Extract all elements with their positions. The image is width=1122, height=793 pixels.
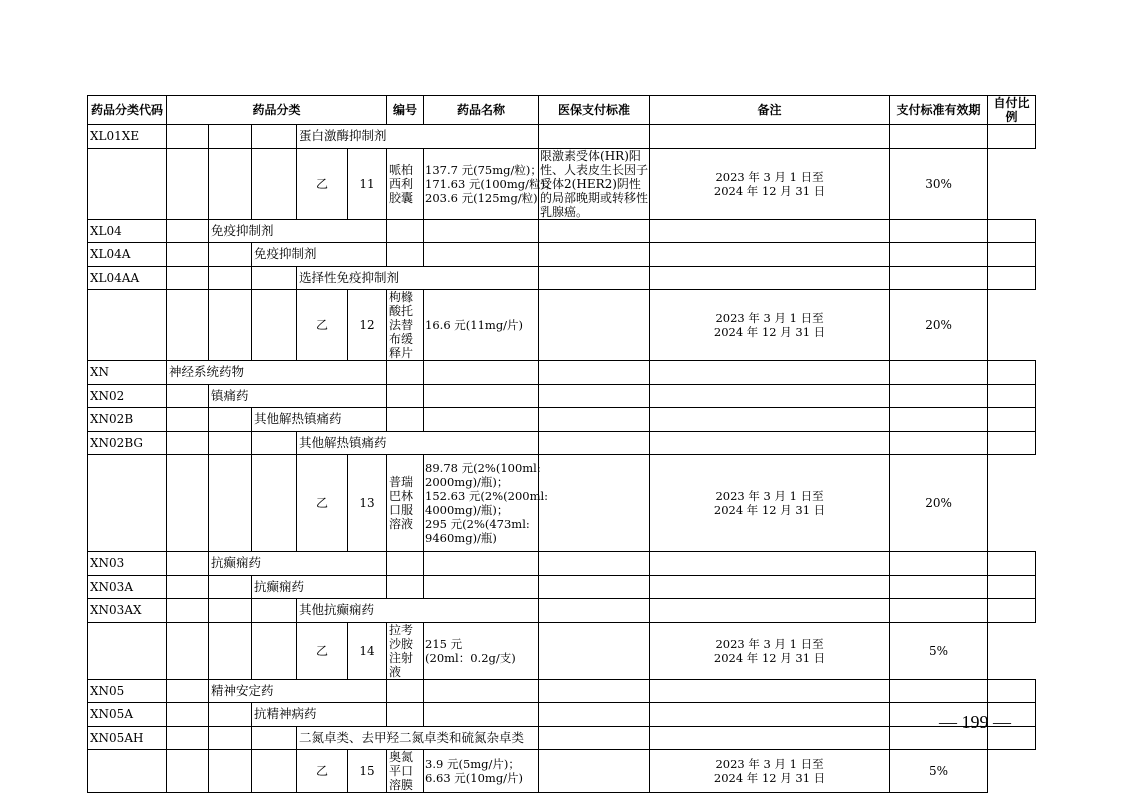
empty-cell (209, 726, 252, 750)
validity-period (650, 455, 890, 552)
category-name: 抗癫痫药 (252, 575, 387, 599)
drug-row (88, 622, 1036, 679)
empty-cell (209, 431, 252, 455)
payment-standard-line: (20ml：0.2g/支) (425, 650, 516, 665)
payment-standard-line: 16.6 元(11mg/片) (425, 318, 524, 332)
drug-name: 普瑞巴林口服溶液 (387, 455, 424, 552)
validity-line: 2024 年 12 月 31 日 (713, 503, 826, 517)
empty-cell (252, 290, 297, 361)
empty-cell (424, 575, 539, 599)
payment-standard-line: 215 元 (425, 636, 463, 651)
category-name: 二氮卓类、去甲羟二氮卓类和硫氮杂卓类 (297, 726, 539, 750)
empty-cell (650, 266, 890, 290)
drug-number: 11 (348, 148, 387, 219)
validity-period (650, 148, 890, 219)
drug-name: 拉考沙胺注射液 (387, 622, 424, 679)
table-header-row (88, 96, 1036, 125)
empty-cell (252, 431, 297, 455)
empty-cell (539, 703, 650, 727)
empty-cell (167, 219, 209, 243)
empty-cell (88, 455, 167, 552)
validity-line: 2023 年 3 月 1 日至 (715, 636, 824, 651)
category-name: 其他解热镇痛药 (252, 408, 387, 432)
category-name: 免疫抑制剂 (209, 219, 387, 243)
empty-cell (988, 384, 1036, 408)
empty-cell (650, 361, 890, 385)
payment-standard-line: 2000mg)/瓶)； (425, 475, 509, 489)
empty-cell (387, 408, 424, 432)
empty-cell (167, 431, 209, 455)
empty-cell (424, 552, 539, 576)
drug-number: 12 (348, 290, 387, 361)
empty-cell (890, 431, 988, 455)
empty-cell (387, 552, 424, 576)
category-name: 免疫抑制剂 (252, 243, 387, 267)
empty-cell (424, 361, 539, 385)
empty-cell (988, 219, 1036, 243)
empty-cell (890, 361, 988, 385)
header-self-pay: 自付比例 (988, 96, 1036, 125)
empty-cell (252, 726, 297, 750)
self-pay-ratio: 5% (890, 750, 988, 793)
empty-cell (424, 243, 539, 267)
category-row (88, 243, 1036, 267)
empty-cell (988, 575, 1036, 599)
empty-cell (167, 243, 209, 267)
empty-cell (209, 455, 252, 552)
validity-line: 2023 年 3 月 1 日至 (715, 169, 824, 184)
header-drug-name: 药品名称 (424, 96, 539, 125)
payment-standard (424, 750, 539, 793)
empty-cell (209, 750, 252, 793)
empty-cell (424, 219, 539, 243)
empty-cell (209, 622, 252, 679)
empty-cell (167, 622, 209, 679)
category-name: 精神安定药 (209, 679, 387, 703)
drug-remarks (539, 750, 650, 793)
empty-cell (167, 266, 209, 290)
empty-cell (539, 575, 650, 599)
page-number: — 199 — (939, 712, 1011, 732)
empty-cell (650, 726, 890, 750)
payment-standard-line: 3.9 元(5mg/片)； (425, 757, 520, 771)
empty-cell (209, 703, 252, 727)
category-name: 神经系统药物 (167, 361, 387, 385)
drug-row (88, 148, 1036, 219)
empty-cell (167, 552, 209, 576)
category-code: XL04 (88, 219, 167, 243)
empty-cell (209, 408, 252, 432)
empty-cell (167, 726, 209, 750)
category-row (88, 599, 1036, 623)
empty-cell (890, 243, 988, 267)
empty-cell (387, 384, 424, 408)
validity-line: 2024 年 12 月 31 日 (713, 183, 826, 198)
empty-cell (167, 148, 209, 219)
validity-line: 2023 年 3 月 1 日至 (715, 311, 824, 325)
empty-cell (387, 361, 424, 385)
empty-cell (167, 575, 209, 599)
empty-cell (988, 679, 1036, 703)
empty-cell (539, 384, 650, 408)
category-row (88, 703, 1036, 727)
category-code: XL04AA (88, 266, 167, 290)
empty-cell (252, 622, 297, 679)
empty-cell (539, 125, 650, 149)
empty-cell (539, 726, 650, 750)
empty-cell (252, 599, 297, 623)
empty-cell (650, 703, 890, 727)
empty-cell (988, 266, 1036, 290)
drug-type: 乙 (297, 455, 348, 552)
empty-cell (252, 750, 297, 793)
empty-cell (539, 219, 650, 243)
empty-cell (650, 408, 890, 432)
category-row (88, 361, 1036, 385)
category-row (88, 726, 1036, 750)
empty-cell (209, 599, 252, 623)
category-code: XN02B (88, 408, 167, 432)
empty-cell (167, 290, 209, 361)
drug-name: 枸橼酸托法替布缓释片 (387, 290, 424, 361)
category-code: XN03AX (88, 599, 167, 623)
empty-cell (890, 125, 988, 149)
empty-cell (167, 455, 209, 552)
category-code: XN (88, 361, 167, 385)
category-name: 抗癫痫药 (209, 552, 387, 576)
category-row (88, 575, 1036, 599)
category-code: XN02 (88, 384, 167, 408)
empty-cell (387, 679, 424, 703)
category-row (88, 125, 1036, 149)
empty-cell (88, 290, 167, 361)
empty-cell (88, 750, 167, 793)
empty-cell (252, 125, 297, 149)
empty-cell (988, 361, 1036, 385)
empty-cell (387, 703, 424, 727)
header-code: 药品分类代码 (88, 96, 167, 125)
empty-cell (650, 243, 890, 267)
category-row (88, 552, 1036, 576)
empty-cell (650, 575, 890, 599)
header-category: 药品分类 (167, 96, 387, 125)
empty-cell (424, 408, 539, 432)
category-code: XN03 (88, 552, 167, 576)
validity-period (650, 750, 890, 793)
empty-cell (539, 552, 650, 576)
empty-cell (539, 679, 650, 703)
category-name: 抗精神病药 (252, 703, 387, 727)
payment-standard-line: 295 元(2%(473ml: (425, 517, 530, 531)
drug-row (88, 750, 1036, 793)
payment-standard-line: 9460mg)/瓶) (425, 531, 497, 545)
validity-line: 2024 年 12 月 31 日 (713, 650, 826, 665)
empty-cell (167, 679, 209, 703)
payment-standard-line: 203.6 元(125mg/粒) (425, 190, 538, 205)
empty-cell (650, 679, 890, 703)
drug-name: 哌柏西利胶囊 (387, 148, 424, 219)
empty-cell (387, 219, 424, 243)
empty-cell (167, 125, 209, 149)
empty-cell (890, 266, 988, 290)
empty-cell (890, 679, 988, 703)
self-pay-ratio: 20% (890, 290, 988, 361)
empty-cell (252, 455, 297, 552)
empty-cell (988, 408, 1036, 432)
category-code: XL01XE (88, 125, 167, 149)
empty-cell (209, 243, 252, 267)
empty-cell (88, 148, 167, 219)
self-pay-ratio: 30% (890, 148, 988, 219)
validity-line: 2023 年 3 月 1 日至 (715, 489, 824, 503)
empty-cell (167, 599, 209, 623)
payment-standard-line: 89.78 元(2%(100ml: (425, 461, 541, 475)
empty-cell (890, 599, 988, 623)
validity-line: 2024 年 12 月 31 日 (713, 325, 826, 339)
drug-type: 乙 (297, 148, 348, 219)
drug-type: 乙 (297, 750, 348, 793)
empty-cell (988, 431, 1036, 455)
empty-cell (890, 219, 988, 243)
validity-period (650, 290, 890, 361)
payment-standard (424, 455, 549, 552)
category-code: XN05AH (88, 726, 167, 750)
category-name: 其他抗癫痫药 (297, 599, 539, 623)
category-code: XN03A (88, 575, 167, 599)
empty-cell (890, 408, 988, 432)
payment-standard (424, 622, 539, 679)
category-row (88, 679, 1036, 703)
header-payment-standard: 医保支付标准 (539, 96, 650, 125)
drug-remarks (539, 290, 650, 361)
drug-name: 奥氮平口溶膜 (387, 750, 424, 793)
empty-cell (209, 575, 252, 599)
empty-cell (988, 552, 1036, 576)
empty-cell (209, 266, 252, 290)
empty-cell (539, 408, 650, 432)
empty-cell (387, 243, 424, 267)
empty-cell (650, 552, 890, 576)
category-code: XN05A (88, 703, 167, 727)
drug-row (88, 455, 1036, 552)
empty-cell (167, 408, 209, 432)
empty-cell (650, 599, 890, 623)
category-row (88, 219, 1036, 243)
empty-cell (988, 125, 1036, 149)
payment-standard-line: 6.63 元(10mg/片) (425, 771, 524, 785)
drug-remarks (539, 622, 650, 679)
empty-cell (167, 703, 209, 727)
self-pay-ratio: 5% (890, 622, 988, 679)
payment-standard-line: 137.7 元(75mg/粒)； (425, 162, 542, 177)
empty-cell (988, 243, 1036, 267)
category-row (88, 384, 1036, 408)
empty-cell (650, 125, 890, 149)
empty-cell (209, 148, 252, 219)
empty-cell (890, 575, 988, 599)
category-name: 其他解热镇痛药 (297, 431, 539, 455)
category-code: XL04A (88, 243, 167, 267)
empty-cell (890, 552, 988, 576)
validity-line: 2024 年 12 月 31 日 (713, 771, 826, 785)
header-remarks: 备注 (650, 96, 890, 125)
validity-line: 2023 年 3 月 1 日至 (715, 757, 824, 771)
empty-cell (88, 622, 167, 679)
empty-cell (424, 679, 539, 703)
empty-cell (252, 148, 297, 219)
empty-cell (539, 266, 650, 290)
category-code: XN05 (88, 679, 167, 703)
category-name: 镇痛药 (209, 384, 387, 408)
empty-cell (539, 431, 650, 455)
category-name: 选择性免疫抑制剂 (297, 266, 539, 290)
drug-number: 15 (348, 750, 387, 793)
drug-list-table (87, 95, 1036, 793)
empty-cell (539, 243, 650, 267)
empty-cell (890, 384, 988, 408)
empty-cell (539, 599, 650, 623)
self-pay-ratio: 20% (890, 455, 988, 552)
payment-standard-line: 4000mg)/瓶)； (425, 503, 509, 517)
category-name: 蛋白激酶抑制剂 (297, 125, 539, 149)
validity-period (650, 622, 890, 679)
category-row (88, 431, 1036, 455)
empty-cell (650, 219, 890, 243)
empty-cell (252, 266, 297, 290)
empty-cell (424, 703, 539, 727)
empty-cell (988, 599, 1036, 623)
drug-number: 13 (348, 455, 387, 552)
payment-standard-line: 152.63 元(2%(200ml: (425, 489, 549, 503)
payment-standard (424, 148, 557, 219)
empty-cell (167, 750, 209, 793)
empty-cell (650, 384, 890, 408)
empty-cell (387, 575, 424, 599)
drug-number: 14 (348, 622, 387, 679)
drug-remarks (539, 455, 650, 552)
drug-type: 乙 (297, 290, 348, 361)
empty-cell (209, 290, 252, 361)
empty-cell (424, 384, 539, 408)
drug-remarks: 限激素受体(HR)阳性、人表皮生长因子受体2(HER2)阴性的局部晚期或转移性乳腺癌。 (540, 148, 649, 219)
category-row (88, 266, 1036, 290)
empty-cell (209, 125, 252, 149)
empty-cell (167, 384, 209, 408)
drug-row (88, 290, 1036, 361)
header-number: 编号 (387, 96, 424, 125)
category-row (88, 408, 1036, 432)
payment-standard-line: 171.63 元(100mg/粒)； (425, 176, 557, 191)
empty-cell (539, 361, 650, 385)
category-code: XN02BG (88, 431, 167, 455)
header-validity: 支付标准有效期 (890, 96, 988, 125)
drug-type: 乙 (297, 622, 348, 679)
empty-cell (650, 431, 890, 455)
payment-standard (424, 290, 539, 361)
